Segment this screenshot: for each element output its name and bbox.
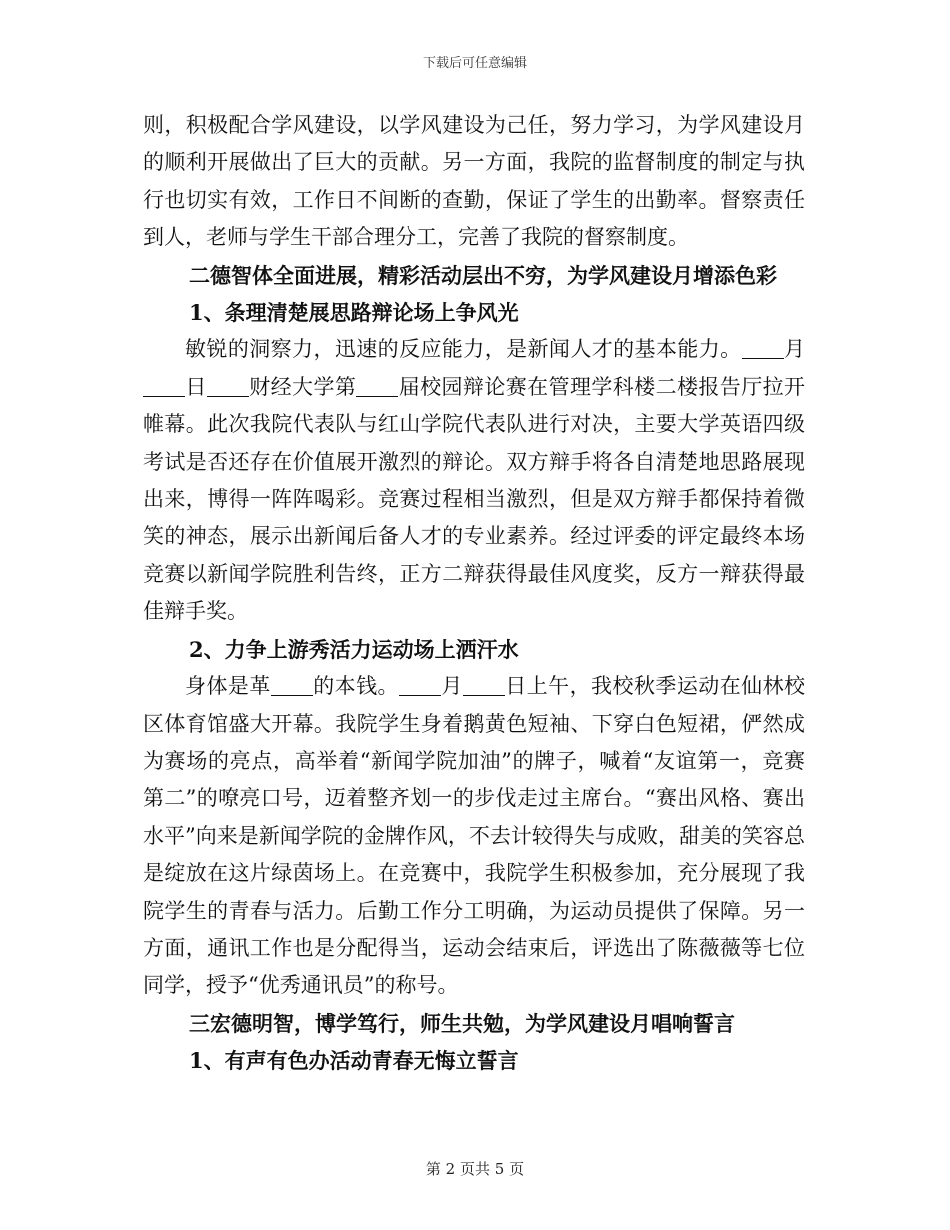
page-header: 下载后可任意编辑 bbox=[422, 56, 527, 71]
fill-blank bbox=[399, 674, 441, 696]
fill-blank bbox=[356, 375, 398, 397]
fill-blank bbox=[463, 674, 505, 696]
section-heading: 三宏德明智，博学笃行，师生共勉，为学风建设月唱响誓言 bbox=[189, 1010, 735, 1036]
paragraph: 则，积极配合学风建设，以学风建设为己任，努力学习，为学风建设月的顺利开展做出了巨大的贡献。另一方面，我院的监督制度的制定与执行也切实有效，工作日不间断的查勤，保证了学生的出勤率。督察责任到人，老师与学生干部合理分工，完善了我院的督察制度。 bbox=[143, 113, 805, 250]
sub-heading: 2、力争上游秀活力运动场上洒汗水 bbox=[189, 636, 519, 662]
text-run: 届校园辩论赛在管理学科楼二楼报告厅拉开帷幕。此次我院代表队与红山学院代表队进行对决，主要大学英语四级考试是否还存在价值展开激烈的辩论。双方辩手将各自清楚地思路展现出来，博得一阵阵喝彩。竞赛过程相当激烈，但是双方辩手都保持着微笑的神态，展示出新闻后备人才的专业素养。经过评委的评定最终本场竞赛以新闻学院胜利告终，正方二辩获得最佳风度奖，反方一辩获得最佳辩手奖。 bbox=[143, 374, 806, 624]
paragraph bbox=[143, 331, 805, 630]
sub-heading: 1、条理清楚展思路辩论场上争风光 bbox=[189, 300, 519, 326]
text-run: 日上午，我校秋季运动在仙林校区体育馆盛大开幕。我院学生身着鹅黄色短袖、下穿白色短裙，俨然成为赛场的亮点，高举着“新闻学院加油”的牌子，喊着“友谊第一，竞赛第二”的嘹亮口号，迈着整齐划一的步伐走过主席台。“赛出风格、赛出水平”向来是新闻学院的金牌作风，不去计较得失与成败，甜美的笑容总是绽放在这片绿茵场上。在竞赛中，我院学生积极参加，充分展现了我院学生的青春与活力。后勤工作分工明确，为运动员提供了保障。另一方面，通讯工作也是分配得当，运动会结束后，评选出了陈薇薇等七位同学，授予“优秀通讯员”的称号。 bbox=[143, 674, 806, 998]
text-run: 的本钱。 bbox=[312, 674, 399, 699]
sub-heading: 1、有声有色办活动青春无悔立誓言 bbox=[189, 1048, 519, 1074]
page-footer: 第 2 页共 5 页 bbox=[425, 1160, 525, 1178]
paragraph bbox=[143, 668, 805, 1005]
document-body bbox=[143, 107, 805, 1080]
text-run: 身体是革 bbox=[185, 674, 271, 699]
section-heading: 二德智体全面进展，精彩活动层出不穷，为学风建设月增添色彩 bbox=[189, 262, 777, 288]
text-run: 月 bbox=[440, 674, 463, 699]
text-run: 敏锐的洞察力，迅速的反应能力，是新闻人才的基本能力。 bbox=[185, 337, 742, 362]
text-run: 月 bbox=[783, 337, 806, 362]
fill-blank bbox=[271, 674, 313, 696]
text-run: 日 bbox=[185, 374, 207, 399]
text-run: 财经大学第 bbox=[248, 374, 357, 399]
fill-blank bbox=[207, 375, 249, 397]
fill-blank bbox=[143, 375, 185, 397]
fill-blank bbox=[742, 337, 784, 359]
